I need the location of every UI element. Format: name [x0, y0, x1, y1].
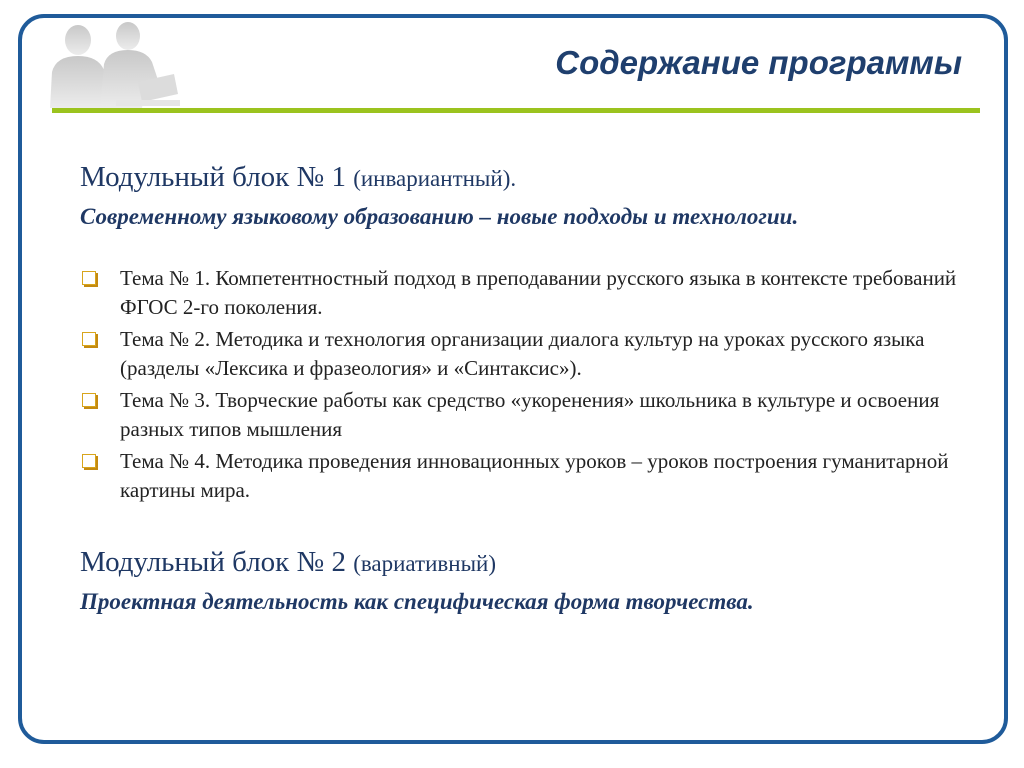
- topic-item-4: [80, 447, 980, 505]
- module-block-2-heading: [80, 541, 980, 585]
- topic-text: Тема № 4. Методика проведения инновационных уроков – уроков построения гуманитарной картины мира.: [120, 449, 949, 502]
- module-block-2: [80, 541, 980, 619]
- module-block-2-title: Модульный блок № 2: [80, 546, 346, 578]
- module-block-2-subtitle: Проектная деятельность как специфическая форма творчества.: [80, 589, 754, 614]
- page-title: Содержание программы: [555, 44, 962, 81]
- business-people-silhouette-icon: [42, 20, 180, 108]
- slide-content: [80, 156, 980, 619]
- topic-item-3: [80, 386, 980, 444]
- title-divider: [52, 108, 980, 113]
- topic-text: Тема № 3. Творческие работы как средство «укоренения» школьника в культуре и освоения разных типов мышления: [120, 388, 940, 441]
- topic-list: [80, 264, 980, 505]
- checkbox-bullet-icon: [82, 332, 96, 346]
- module-block-1-title: Модульный блок № 1: [80, 161, 346, 193]
- module-block-1-heading: [80, 156, 980, 200]
- module-block-1-note: (инвариантный).: [353, 166, 517, 191]
- topic-text: Тема № 2. Методика и технология организации диалога культур на уроках русского языка (разделы «Лексика и фразеология» и «Синтаксис»).: [120, 327, 925, 380]
- checkbox-bullet-icon: [82, 271, 96, 285]
- module-block-1-subtitle: Современному языковому образованию – новые подходы и технологии.: [80, 204, 799, 229]
- checkbox-bullet-icon: [82, 393, 96, 407]
- topic-text: Тема № 1. Компетентностный подход в преподавании русского языка в контексте требований ФГОС 2-го поколения.: [120, 266, 957, 319]
- topic-item-1: [80, 264, 980, 322]
- module-block-2-note: (вариативный): [353, 551, 496, 576]
- topic-item-2: [80, 325, 980, 383]
- checkbox-bullet-icon: [82, 454, 96, 468]
